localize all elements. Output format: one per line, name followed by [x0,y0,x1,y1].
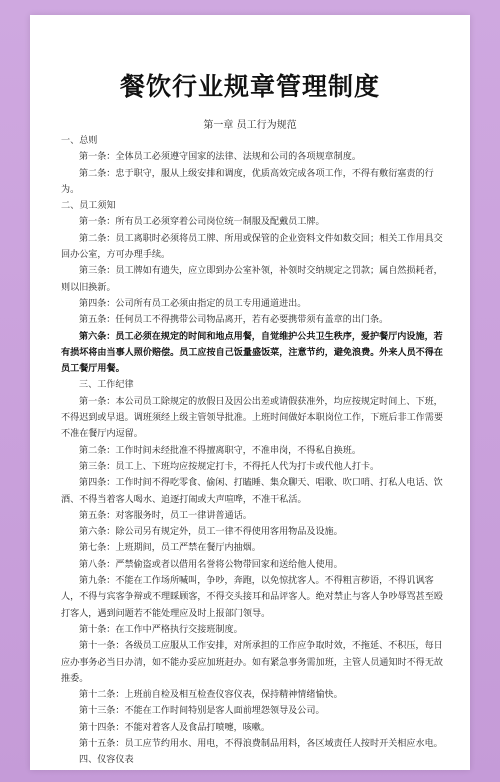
article-paragraph: 第二条：工作时间未经批准不得擅离职守，不准串岗，不得私自换班。 [79,445,361,456]
article-paragraph: 第五条：对客服务时，员工一律讲普通话。 [79,510,252,521]
article-paragraph: 第四条：公司所有员工必须由指定的员工专用通道进出。 [79,298,307,309]
article-paragraph: 第三条：员工牌如有遗失，应立即到办公室补领，补领时交纳规定之罚款；属自然损耗者，则以旧换新。 [61,266,443,293]
article-paragraph: 第十条：在工作中严格执行交接班制度。 [79,624,243,635]
section-heading: 二、员工须知 [61,201,116,212]
article-paragraph: 第一条：本公司员工除规定的放假日及因公出差或请假获准外，均应按规定时间上、下班，不得迟到或早退。调班须经上级主管领导批准。上班时间做好本职岗位工作，下班后非工作需要不准在餐厅内逗留。 [61,396,443,440]
article-paragraph: 第二条：员工离职时必须将员工牌、所用或保管的企业资料文件如数交回；相关工作用具交回办公室，方可办理手续。 [61,233,443,261]
article-paragraph: 第八条：严禁偷盗或者以借用名誉将公物带回家和送给他人使用。 [79,559,343,570]
article-paragraph: 第三条：员工上、下班均应按规定打卡，不得托人代为打卡或代他人打卡。 [79,461,380,472]
article-paragraph: 第十三条：不能在工作时间特别是客人面前埋怨领导及公司。 [79,706,325,717]
article-paragraph: 第一条：所有员工必须穿着公司岗位统一制服及配戴员工牌。 [79,217,325,228]
article-paragraph: 第一条：全体员工必须遵守国家的法律、法规和公司的各项规章制度。 [79,152,361,163]
section-heading: 三、工作纪律 [79,380,134,391]
article-paragraph: 第十二条：上班前自检及相互检查仪容仪表，保持精神情绪愉快。 [79,690,343,701]
document-title: 餐饮行业规章管理制度 [119,72,380,101]
article-paragraph: 第五条：任何员工不得携带公司物品离开，若有必要携带须有盖章的出门条。 [79,315,389,326]
document-body [61,133,447,769]
article-paragraph: 第四条：工作时间不得吃零食、偷闲、打瞌睡、集众聊天、唱歌、吹口哨、打私人电话、饮酒、不得当着客人喝水、追逐打闹或大声喧哗，不准干私活。 [61,478,443,505]
article-paragraph: 第十四条：不能对着客人及食品打喷嚏，咳嗽。 [79,722,270,733]
article-paragraph: 第十五条：员工应节约用水、用电，不得浪费制品用料，各区域责任人按时开关相应水电。 [79,738,443,749]
section-heading: 四、仪容仪表 [79,755,134,766]
article-paragraph: 第六条：除公司另有规定外，员工一律不得使用客用物品及设施。 [79,527,343,538]
article-paragraph: 第二条：忠于职守，服从上级安排和调度，优质高效完成各项工作，不得有敷衍塞责的行为。 [61,168,434,195]
article-paragraph: 第十一条：各级员工应服从工作安排，对所承担的工作应争取时效，不拖延、不积压，每日应办事务必当日办清，如不能办妥应加班赶办。如有紧急事务需加班，主管人员通知时不得无故推委。 [61,641,443,684]
article-paragraph: 第六条：员工必须在规定的时间和地点用餐，自觉维护公共卫生秩序，爱护餐厅内设施，若有损坏将由当事人照价赔偿。员工应按自己饭量盛饭菜，注意节约，避免浪费。外来人员不得在员工餐厅用餐。 [61,331,443,375]
article-paragraph: 第九条：不能在工作场所喊叫，争吵，奔跑，以免惊扰客人。不得粗言秽语，不得讥讽客人，不得与宾客争辩或不理睬顾客，不得交头接耳和品评客人。绝对禁止与客人争吵辱骂甚至殴打客人，遇到问题若不能处理应及时上报部门领导。 [61,576,443,619]
section-heading: 一、总则 [61,136,98,146]
chapter-heading: 第一章 员工行为规范 [203,120,297,131]
article-paragraph: 第七条：上班期间，员工严禁在餐厅内抽烟。 [79,543,261,554]
document-page [30,15,470,770]
